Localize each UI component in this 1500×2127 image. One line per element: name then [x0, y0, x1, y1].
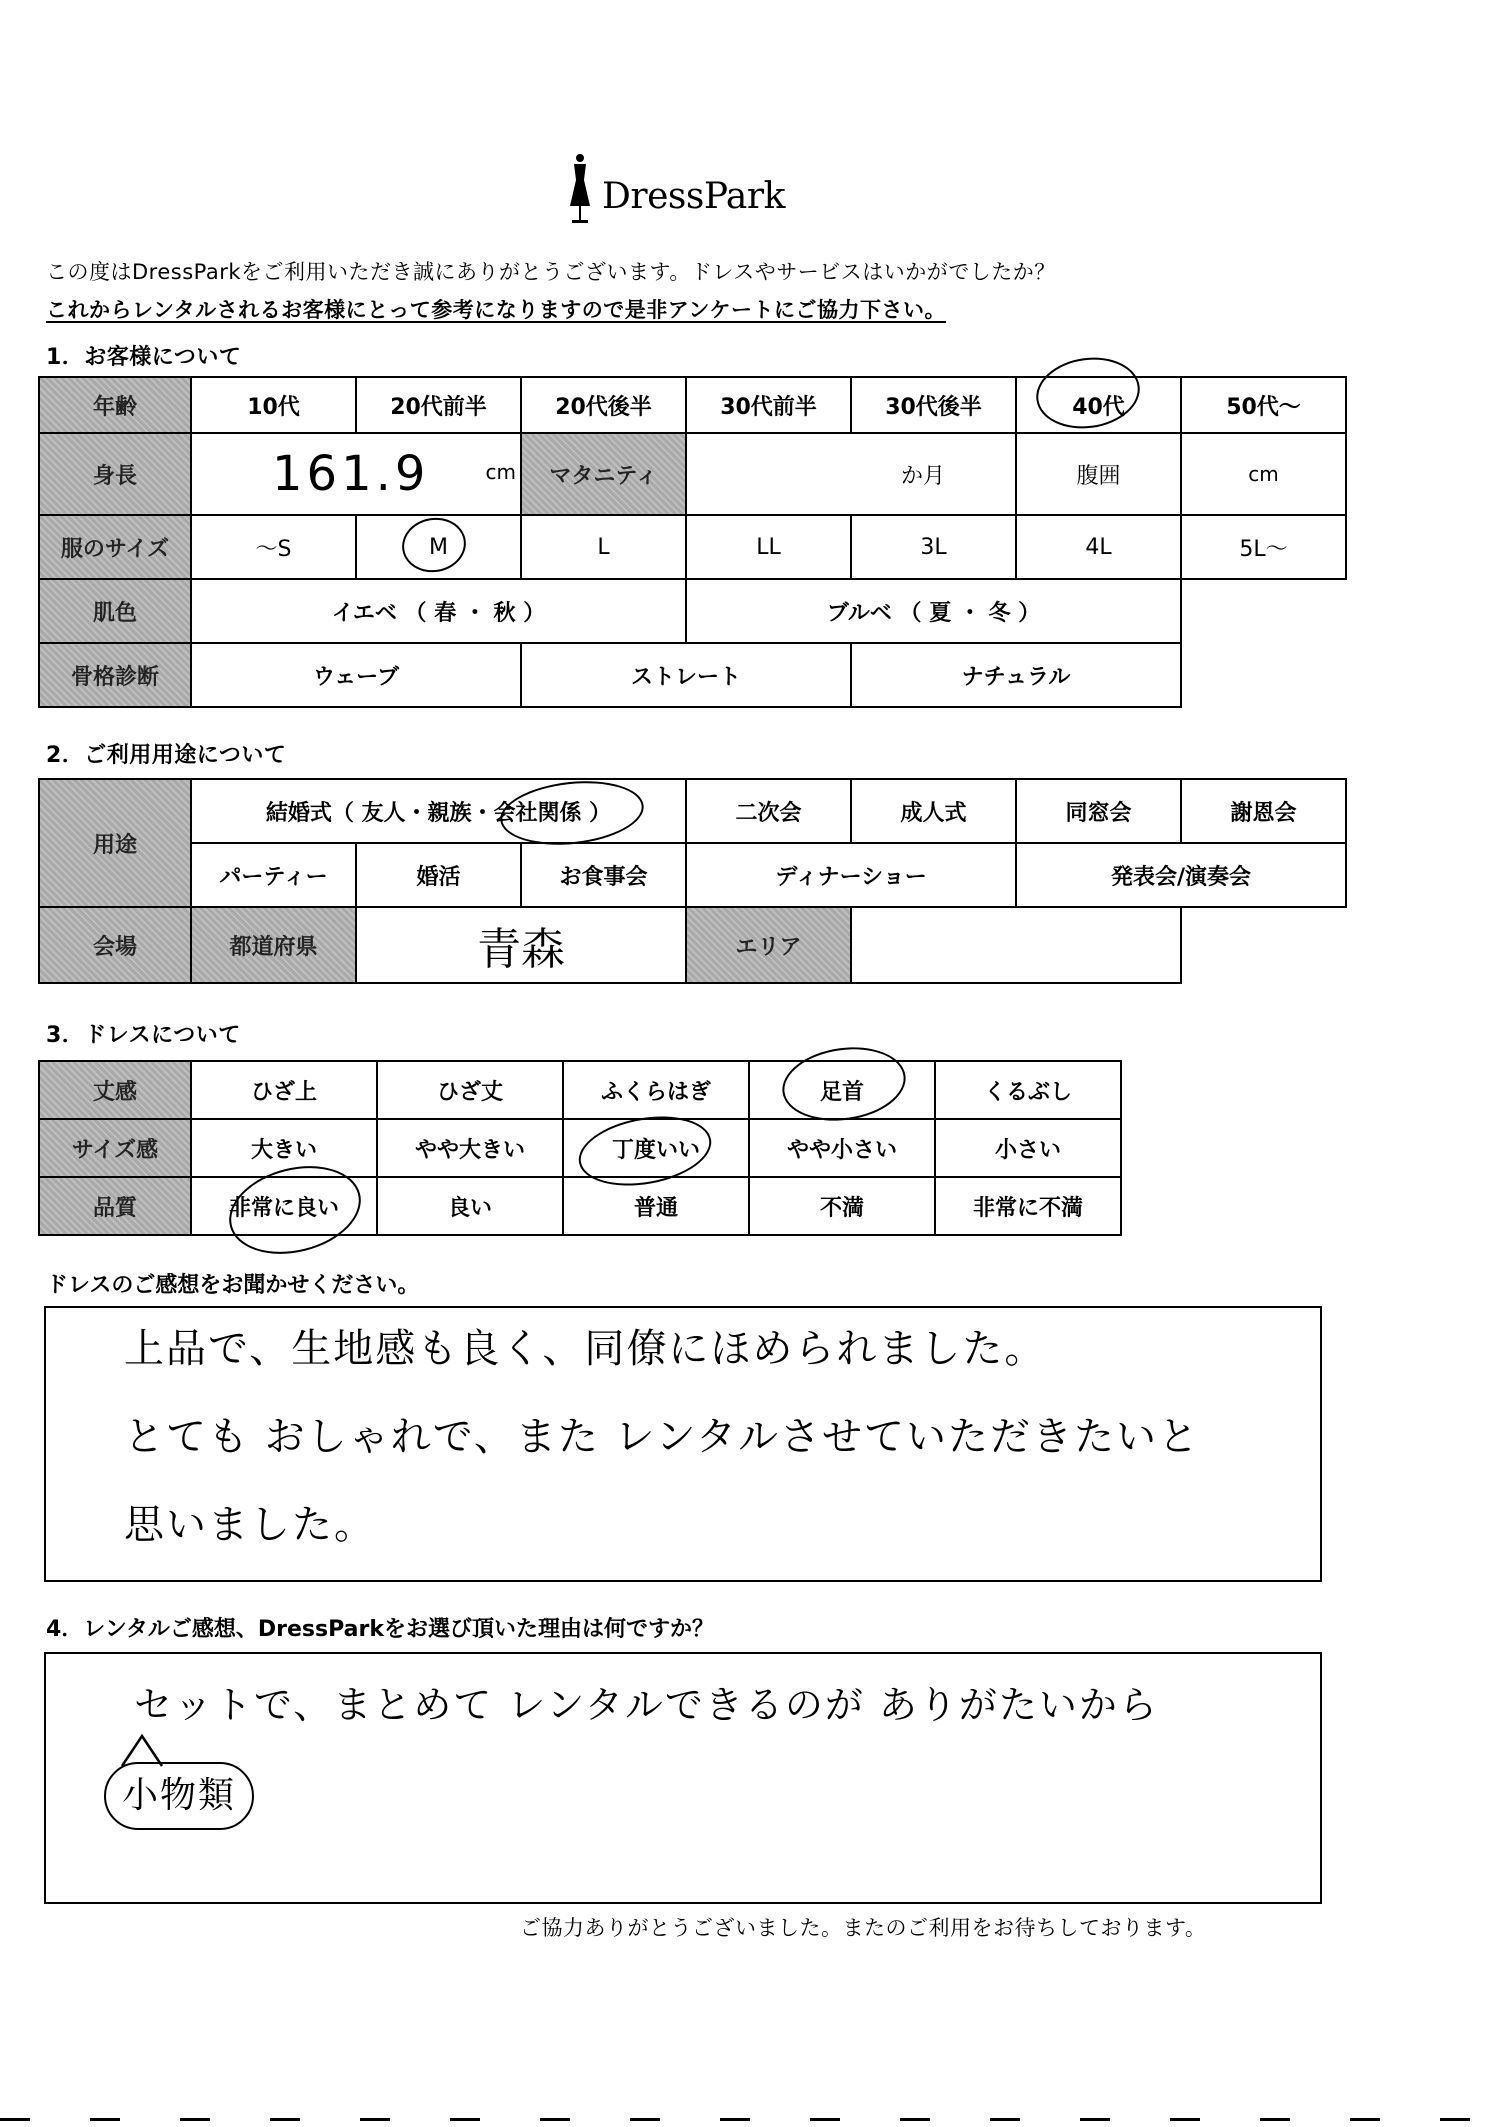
- age-option-selected[interactable]: 40代: [1016, 377, 1181, 433]
- length-option[interactable]: ひざ上: [191, 1061, 377, 1119]
- impressions-question: ドレスのご感想をお聞かせください。: [46, 1273, 420, 1298]
- age-option[interactable]: 10代: [191, 377, 356, 433]
- impressions-line: 思いました。: [124, 1502, 376, 1548]
- usage-table: [38, 778, 1347, 984]
- area-label: エリア: [686, 907, 851, 983]
- impressions-line: とても おしゃれで、また レンタルさせていただきたいと: [124, 1414, 1201, 1460]
- usage-option[interactable]: パーティー: [191, 843, 356, 907]
- age-option[interactable]: 50代〜: [1181, 377, 1346, 433]
- age-option[interactable]: 20代後半: [521, 377, 686, 433]
- venue-row: [39, 907, 1346, 983]
- section1-title: 1．お客様について: [46, 345, 242, 370]
- intro-line-1: この度はDressParkをご利用いただき誠にありがとうございます。ドレスやサービスはいかがでしたか？: [46, 260, 1056, 284]
- usage-option[interactable]: 同窓会: [1016, 779, 1181, 843]
- length-option-selected[interactable]: 足首: [749, 1061, 935, 1119]
- height-row: [39, 433, 1346, 515]
- skin-row: [39, 579, 1346, 643]
- dresspark-logo: [560, 150, 820, 230]
- usage-option[interactable]: お食事会: [521, 843, 686, 907]
- quality-option[interactable]: 良い: [377, 1177, 563, 1235]
- usage-option-wedding[interactable]: 結婚式（ 友人・親族・会社関係 ）: [191, 779, 686, 843]
- brand-name: DressPark: [602, 176, 785, 217]
- height-unit: cm: [485, 460, 516, 484]
- usage-option[interactable]: 成人式: [851, 779, 1016, 843]
- body-type-option[interactable]: ウェーブ: [191, 643, 521, 707]
- size-option[interactable]: L: [521, 515, 686, 579]
- quality-option[interactable]: 非常に不満: [935, 1177, 1121, 1235]
- impressions-line: 上品で、生地感も良く、同僚にほめられました。: [124, 1326, 1047, 1372]
- size-option[interactable]: 〜S: [191, 515, 356, 579]
- maternity-label: マタニティ: [521, 433, 686, 515]
- fit-option[interactable]: やや小さい: [749, 1119, 935, 1177]
- body-type-option[interactable]: ナチュラル: [851, 643, 1181, 707]
- age-row: [39, 377, 1346, 433]
- usage-row-1: [39, 779, 1346, 843]
- usage-label: 用途: [39, 779, 191, 907]
- fit-label: サイズ感: [39, 1119, 191, 1177]
- dress-table: [38, 1060, 1122, 1236]
- height-value: 161.9: [272, 446, 430, 502]
- length-option[interactable]: ひざ丈: [377, 1061, 563, 1119]
- size-row: [39, 515, 1346, 579]
- size-option[interactable]: 5L〜: [1181, 515, 1346, 579]
- age-label: 年齢: [39, 377, 191, 433]
- size-option[interactable]: 3L: [851, 515, 1016, 579]
- body-type-option[interactable]: ストレート: [521, 643, 851, 707]
- fit-row: [39, 1119, 1121, 1177]
- section2-title: 2．ご利用用途について: [46, 743, 287, 768]
- body-type-row: [39, 643, 1346, 707]
- usage-option[interactable]: 二次会: [686, 779, 851, 843]
- fit-option[interactable]: 小さい: [935, 1119, 1121, 1177]
- length-option[interactable]: ふくらはぎ: [563, 1061, 749, 1119]
- dress-icon: [560, 150, 600, 230]
- maternity-months[interactable]: か月: [686, 433, 1016, 515]
- length-option[interactable]: くるぶし: [935, 1061, 1121, 1119]
- age-option[interactable]: 30代前半: [686, 377, 851, 433]
- fit-option[interactable]: やや大きい: [377, 1119, 563, 1177]
- waist-unit[interactable]: cm: [1181, 433, 1346, 515]
- area-field[interactable]: [851, 907, 1181, 983]
- skin-option-yellow[interactable]: イエベ （ 春 ・ 秋 ）: [191, 579, 686, 643]
- venue-label: 会場: [39, 907, 191, 983]
- usage-option[interactable]: 謝恩会: [1181, 779, 1346, 843]
- closing-message: ご協力ありがとうございました。またのご利用をお待ちしております。: [520, 1916, 1207, 1940]
- height-label: 身長: [39, 433, 191, 515]
- height-field[interactable]: [191, 433, 521, 515]
- quality-row: [39, 1177, 1121, 1235]
- reason-line: セットで、まとめて レンタルできるのが ありがたいから: [134, 1683, 1159, 1727]
- body-type-label: 骨格診断: [39, 643, 191, 707]
- section4-question: 4．レンタルご感想、DressParkをお選び頂いた理由は何ですか？: [46, 1617, 714, 1642]
- size-option[interactable]: LL: [686, 515, 851, 579]
- waist-label: 腹囲: [1016, 433, 1181, 515]
- size-option[interactable]: 4L: [1016, 515, 1181, 579]
- intro-line-2: これからレンタルされるお客様にとって参考になりますので是非アンケートにご協力下さい。: [46, 298, 946, 322]
- skin-option-blue[interactable]: ブルベ （ 夏 ・ 冬 ）: [686, 579, 1181, 643]
- customer-table: [38, 376, 1347, 708]
- size-label: 服のサイズ: [39, 515, 191, 579]
- reason-insert: 小物類: [104, 1762, 254, 1830]
- prefecture-field[interactable]: [356, 907, 686, 983]
- usage-option[interactable]: ディナーショー: [686, 843, 1016, 907]
- quality-option[interactable]: 普通: [563, 1177, 749, 1235]
- fit-option[interactable]: 大きい: [191, 1119, 377, 1177]
- skin-label: 肌色: [39, 579, 191, 643]
- section3-title: 3．ドレスについて: [46, 1023, 241, 1048]
- age-option[interactable]: 30代後半: [851, 377, 1016, 433]
- prefecture-value: 青森: [477, 924, 566, 975]
- quality-option-selected[interactable]: 非常に良い: [191, 1177, 377, 1235]
- quality-label: 品質: [39, 1177, 191, 1235]
- size-option-selected[interactable]: M: [356, 515, 521, 579]
- insert-caret-icon: [118, 1730, 168, 1770]
- quality-option[interactable]: 不満: [749, 1177, 935, 1235]
- prefecture-label: 都道府県: [191, 907, 356, 983]
- age-option[interactable]: 20代前半: [356, 377, 521, 433]
- usage-row-2: [39, 843, 1346, 907]
- length-label: 丈感: [39, 1061, 191, 1119]
- footer-divider: [0, 2118, 1500, 2121]
- length-row: [39, 1061, 1121, 1119]
- usage-option[interactable]: 発表会/演奏会: [1016, 843, 1346, 907]
- fit-option-selected[interactable]: 丁度いい: [563, 1119, 749, 1177]
- usage-option[interactable]: 婚活: [356, 843, 521, 907]
